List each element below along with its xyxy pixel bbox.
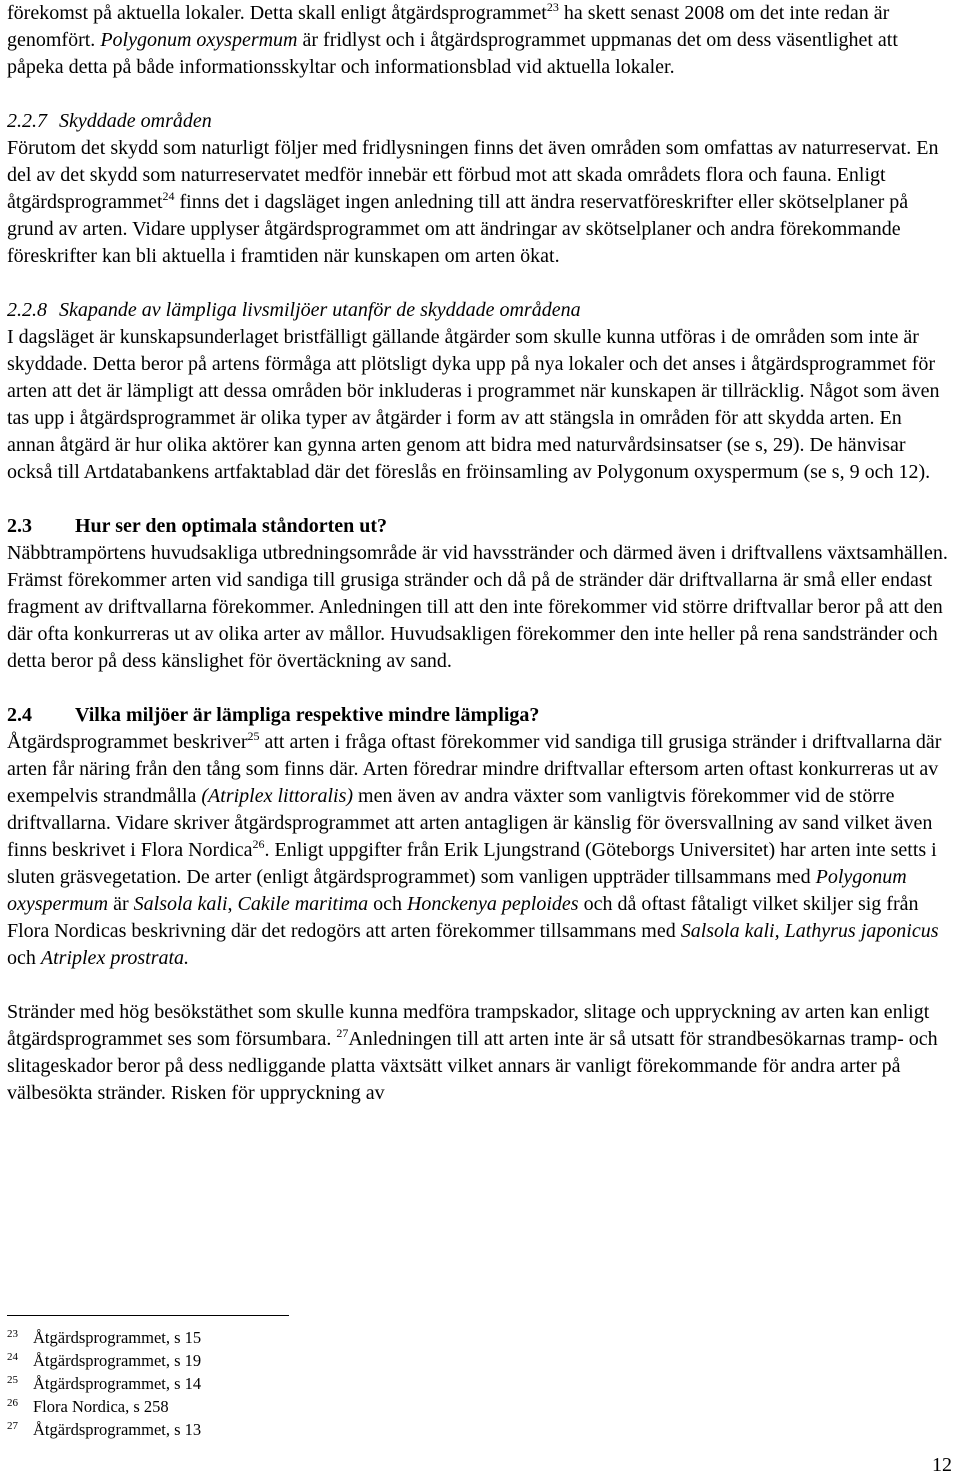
species-name: Salsola kali xyxy=(133,893,228,915)
species-name: (Atriplex littoralis) xyxy=(201,785,354,807)
text: förekomst på aktuella lokaler. Detta skall enligt åtgärdsprogrammet xyxy=(7,2,547,24)
text: och då oftast fåtaligt vilket skiljer sig från Flora Nordicas beskrivning där det redogörs att arten förekommer tillsammans med xyxy=(7,893,919,942)
footnote-text: Flora Nordica, s 258 xyxy=(33,1397,169,1416)
footnote: 24 Åtgärdsprogrammet, s 19 xyxy=(7,1351,202,1370)
text: Näbbtrampörtens huvudsakliga utbredningsområde är vid havsstränder och därmed även i driftvallens växtsamhällen. Främst förekommer arten vid sandiga till grusiga stränder och då på de stränder där driftvallarna är små eller endast fragment av driftvallarna förekommer. Anledningen till att den inte förekommer vid större driftvallar beror på att den där ofta konkurreras ut av olika arter av mållor. Huvudsakligen förekommer den inte heller på rena sandstränder och detta beror på dess känslighet för övertäckning av sand. xyxy=(7,542,948,672)
footnote: 25 Åtgärdsprogrammet, s 14 xyxy=(7,1374,202,1393)
page-body xyxy=(7,0,952,1107)
footnote-ref: 24 xyxy=(162,189,175,203)
paragraph-2-2-7 xyxy=(7,135,952,270)
paragraph-2-4 xyxy=(7,729,952,972)
section-title: Vilka miljöer är lämpliga respektive mindre lämpliga? xyxy=(75,704,540,726)
paragraph-intro xyxy=(7,0,952,81)
footnote: 23 Åtgärdsprogrammet, s 15 xyxy=(7,1328,202,1347)
text: och xyxy=(368,893,407,915)
footnote-ref: 23 xyxy=(546,0,559,14)
species-name: Polygonum oxyspermum xyxy=(7,866,907,915)
footnotes xyxy=(7,1326,607,1441)
heading-2-2-8 xyxy=(7,297,952,324)
paragraph-2-3 xyxy=(7,540,952,675)
footnote-text: Åtgärdsprogrammet, s 15 xyxy=(33,1328,202,1347)
footnote-text: Åtgärdsprogrammet, s 13 xyxy=(33,1420,202,1439)
footnote-text: Åtgärdsprogrammet, s 19 xyxy=(33,1351,202,1370)
paragraph-2-2-8 xyxy=(7,324,952,486)
text: , xyxy=(227,893,238,915)
species-name: Salsola kali, Lathyrus japonicus xyxy=(680,920,939,942)
section-title: Hur ser den optimala ståndorten ut? xyxy=(75,515,388,537)
text: Stränder med hög besökstäthet som skulle kunna medföra trampskador, slitage och uppryckning av arten kan enligt åtgärdsprogrammet ses som försumbara. xyxy=(7,1001,930,1050)
heading-2-2-7 xyxy=(7,108,952,135)
heading-2-4 xyxy=(7,702,952,729)
section-number: 2.3 xyxy=(7,515,32,537)
section-number: 2.2.8 xyxy=(7,299,47,321)
text: att arten i fråga oftast förekommer vid sandiga till grusiga stränder i driftvallarna där arten får näring från den tång som finns där. Arten föredrar mindre driftvallar eftersom arten oftast konkurreras ut av exempelvis strandmålla xyxy=(7,731,942,807)
species-name: Polygonum oxyspermum xyxy=(100,29,298,51)
species-name: Cakile maritima xyxy=(237,893,369,915)
paragraph-visitors xyxy=(7,999,952,1107)
heading-2-3 xyxy=(7,513,952,540)
page-number: 12 xyxy=(932,1454,952,1476)
text: . Enligt uppgifter från Erik Ljungstrand (Göteborgs Universitet) har arten inte setts i sluten gräsvegetation. De arter (enligt åtgärdsprogrammet) som vanligen uppträder tillsammans med xyxy=(7,839,937,888)
text: Åtgärdsprogrammet beskriver xyxy=(7,731,248,753)
footnote-text: Åtgärdsprogrammet, s 14 xyxy=(33,1374,202,1393)
text: och xyxy=(7,947,41,969)
section-number: 2.4 xyxy=(7,704,32,726)
text: Förutom det skydd som naturligt följer med fridlysningen finns det även områden som omfattas av naturreservat. En del av det skydd som naturreservatet medför innebär ett förbud mot att skada områdets flora och fauna. Enligt åtgärdsprogrammet xyxy=(7,137,939,213)
section-number: 2.2.7 xyxy=(7,110,47,132)
species-name: Honckenya peploides xyxy=(406,893,579,915)
footnote-ref: 26 xyxy=(252,837,265,851)
section-title: Skyddade områden xyxy=(59,110,212,132)
footnote-separator xyxy=(7,1315,289,1316)
text: finns det i dagsläget ingen anledning till att ändra reservatföreskrifter eller skötselplaner på grund av arten. Vidare upplyser åtgärdsprogrammet om att ändringar av skötselplaner och andra förekommande föreskrifter kan bli aktuella i framtiden när kunskapen om arten ökat. xyxy=(7,191,909,267)
section-title: Skapande av lämpliga livsmiljöer utanför de skyddade områdena xyxy=(59,299,581,321)
text: Anledningen till att arten inte är så utsatt för strandbesökarnas tramp- och slitageskador beror på dess nedliggande platta växtsätt vilket annars är vanligt förekommande för andra arter på välbesökta stränder. Risken för uppryckning av xyxy=(7,1028,938,1104)
footnote: 26 Flora Nordica, s 258 xyxy=(7,1397,169,1416)
text: ha skett senast 2008 om det inte redan är genomfört. xyxy=(7,2,890,51)
text: är xyxy=(108,893,134,915)
species-name: Atriplex prostrata. xyxy=(40,947,190,969)
text: I dagsläget är kunskapsunderlaget bristfälligt gällande åtgärder som skulle kunna utföras i de områden som inte är skyddade. Detta beror på artens förmåga att plötsligt dyka upp på nya lokaler och det anses i åtgärdsprogrammet för arten att det är lämpligt att dessa områden bör inkluderas i programmet när kunskapen är tillräcklig. Något som även tas upp i åtgärdsprogrammet är olika typer av åtgärder i form av att stängsla in områden för att skydda arten. En annan åtgärd är hur olika aktörer kan gynna arten genom att bidra med naturvårdsinsatser (se s, 29). De hänvisar också till Artdatabankens artfaktablad där det föreslås en fröinsamling av Polygonum oxyspermum (se s, 9 och 12). xyxy=(7,326,940,483)
footnote-ref: 27 xyxy=(336,1026,349,1040)
text: är fridlyst och i åtgärdsprogrammet uppmanas det om dess väsentlighet att påpeka detta på både informationsskyltar och informationsblad vid aktuella lokaler. xyxy=(7,29,898,78)
footnote: 27 Åtgärdsprogrammet, s 13 xyxy=(7,1420,202,1439)
footnote-ref: 25 xyxy=(247,729,260,743)
text: men även av andra växter som vanligtvis förekommer vid de större driftvallarna. Vidare skriver åtgärdsprogrammet att arten antagligen är känslig för översvallning av sand vilket även finns beskrivet i Flora Nordica xyxy=(7,785,933,861)
